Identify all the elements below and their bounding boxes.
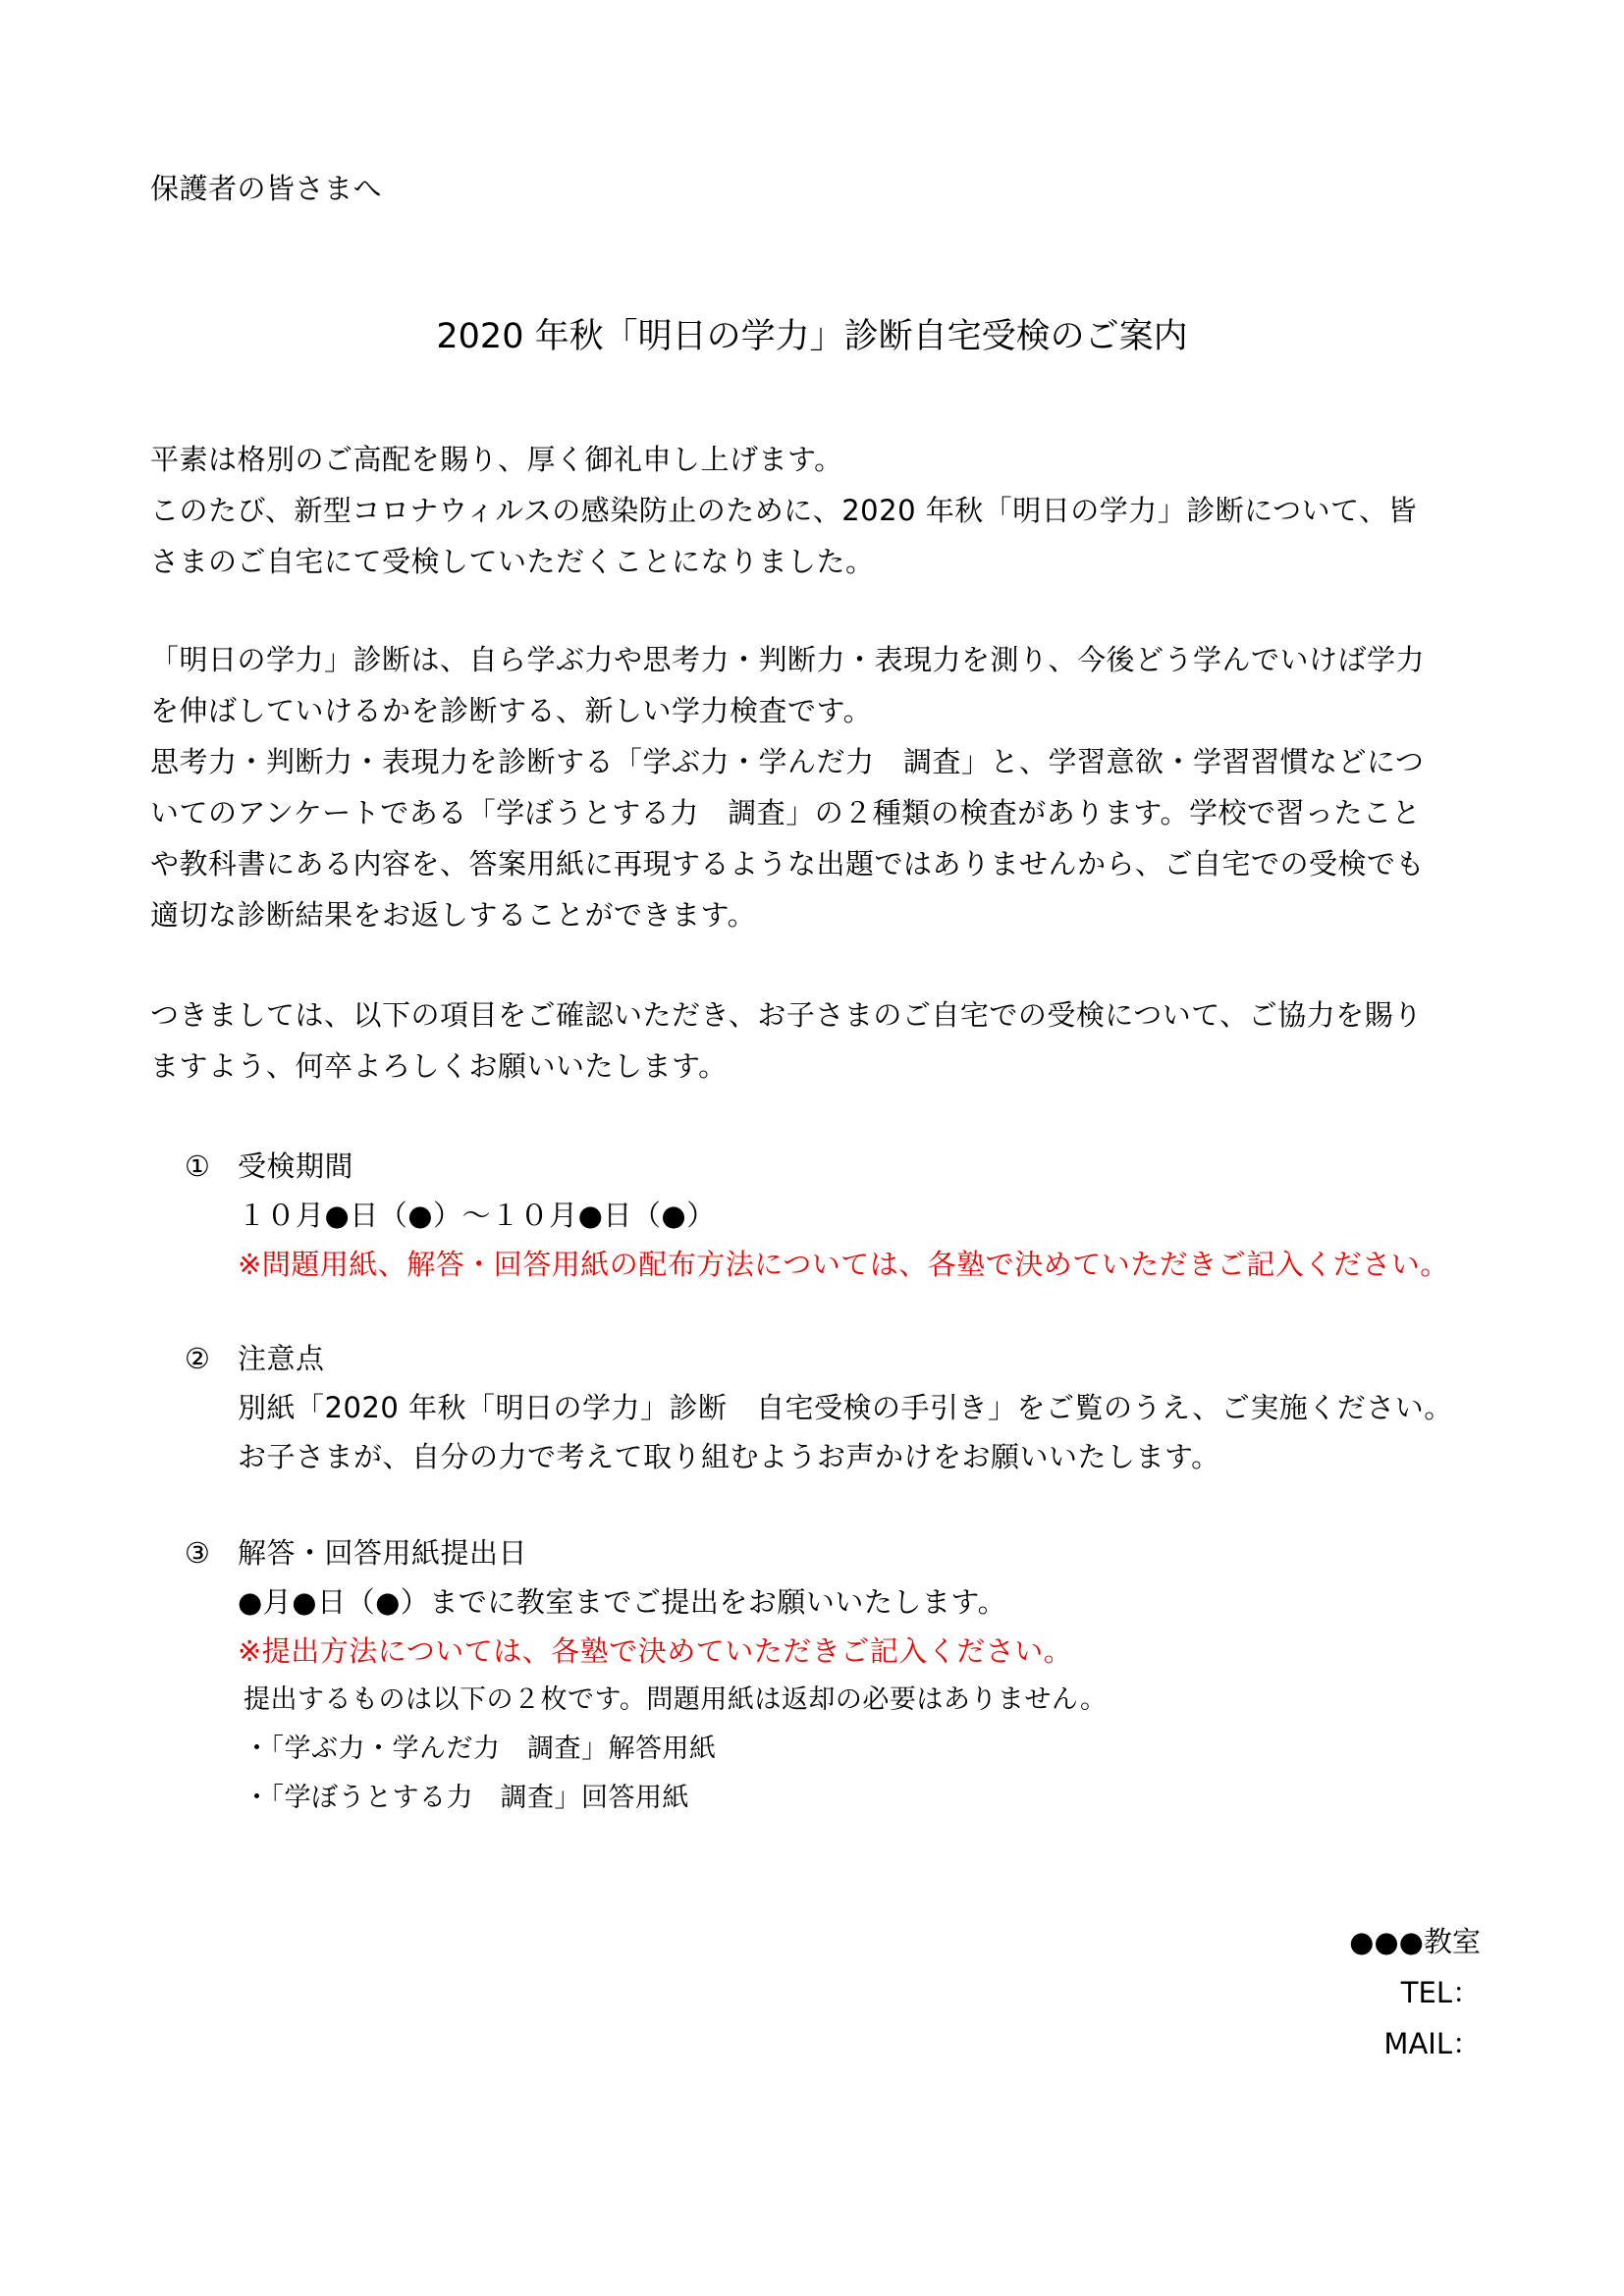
item-extra-line: ・「学ぼうとする力 調査」回答用紙 xyxy=(244,1783,689,1813)
item-line: １０月●日（●）～１０月●日（●） xyxy=(238,1199,716,1232)
item-extra-line: ・「学ぶ力・学んだ力 調査」解答用紙 xyxy=(244,1734,717,1764)
item-heading: 注意点 xyxy=(238,1342,325,1375)
item-line: お子さまが、自分の力で考えて取り組むようお声かけをお願いいたします。 xyxy=(238,1440,1220,1473)
addressee: 保護者の皆さまへ xyxy=(150,172,383,205)
office-tel: TEL： xyxy=(1400,1976,1481,2009)
item-extra-line: 提出するものは以下の２枚です。問題用紙は返却の必要はありません。 xyxy=(244,1684,1108,1715)
item-line: 別紙「2020 年秋「明日の学力」診断 自宅受検の手引き」をご覧のうえ、ご実施ください。 xyxy=(238,1391,1453,1424)
paragraph-line: 平素は格別のご高配を賜り、厚く御礼申し上げます。 xyxy=(150,443,843,476)
paragraph-line: ますよう、何卒よろしくお願いいたします。 xyxy=(150,1049,728,1083)
item-number: ③ xyxy=(185,1536,211,1570)
paragraph-line: 適切な診断結果をお返しすることができます。 xyxy=(150,898,757,932)
paragraph-line: さまのご自宅にて受検していただくことになりました。 xyxy=(150,545,875,578)
paragraph-line: つきましては、以下の項目をご確認いただき、お子さまのご自宅での受検について、ご協力を賜り xyxy=(150,998,1423,1032)
paragraph-line: このたび、新型コロナウィルスの感染防止のために、2020 年秋「明日の学力」診断について、皆 xyxy=(150,494,1418,527)
item-note: ※提出方法については、各塾で決めていただきご記入ください。 xyxy=(238,1634,1073,1668)
paragraph-line: 「明日の学力」診断は、自ら学ぶ力や思考力・判断力・表現力を測り、今後どう学んでいけば学力 xyxy=(150,643,1426,676)
item-number: ① xyxy=(185,1149,211,1183)
item-heading: 受検期間 xyxy=(238,1149,354,1183)
item-note: ※問題用紙、解答・回答用紙の配布方法については、各塾で決めていただきご記入ください。 xyxy=(238,1248,1449,1281)
office-mail: MAIL： xyxy=(1383,2027,1481,2060)
paragraph-line: 思考力・判断力・表現力を診断する「学ぶ力・学んだ力 調査」と、学習意欲・学習習慣などにつ xyxy=(150,745,1425,778)
item-heading: 解答・回答用紙提出日 xyxy=(238,1536,528,1570)
office-name: ●●●教室 xyxy=(1349,1925,1481,1958)
item-line: ●月●日（●）までに教室までご提出をお願いいたします。 xyxy=(238,1585,1007,1619)
document-title: 2020 年秋「明日の学力」診断自宅受検のご案内 xyxy=(436,317,1188,356)
paragraph-line: を伸ばしていけるかを診断する、新しい学力検査です。 xyxy=(150,694,873,727)
item-number: ② xyxy=(185,1342,211,1375)
paragraph-line: や教科書にある内容を、答案用紙に再現するような出題ではありませんから、ご自宅での受検でも xyxy=(150,847,1426,881)
paragraph-line: いてのアンケートである「学ぼうとする力 調査」の２種類の検査があります。学校で習ったこと xyxy=(150,796,1421,829)
